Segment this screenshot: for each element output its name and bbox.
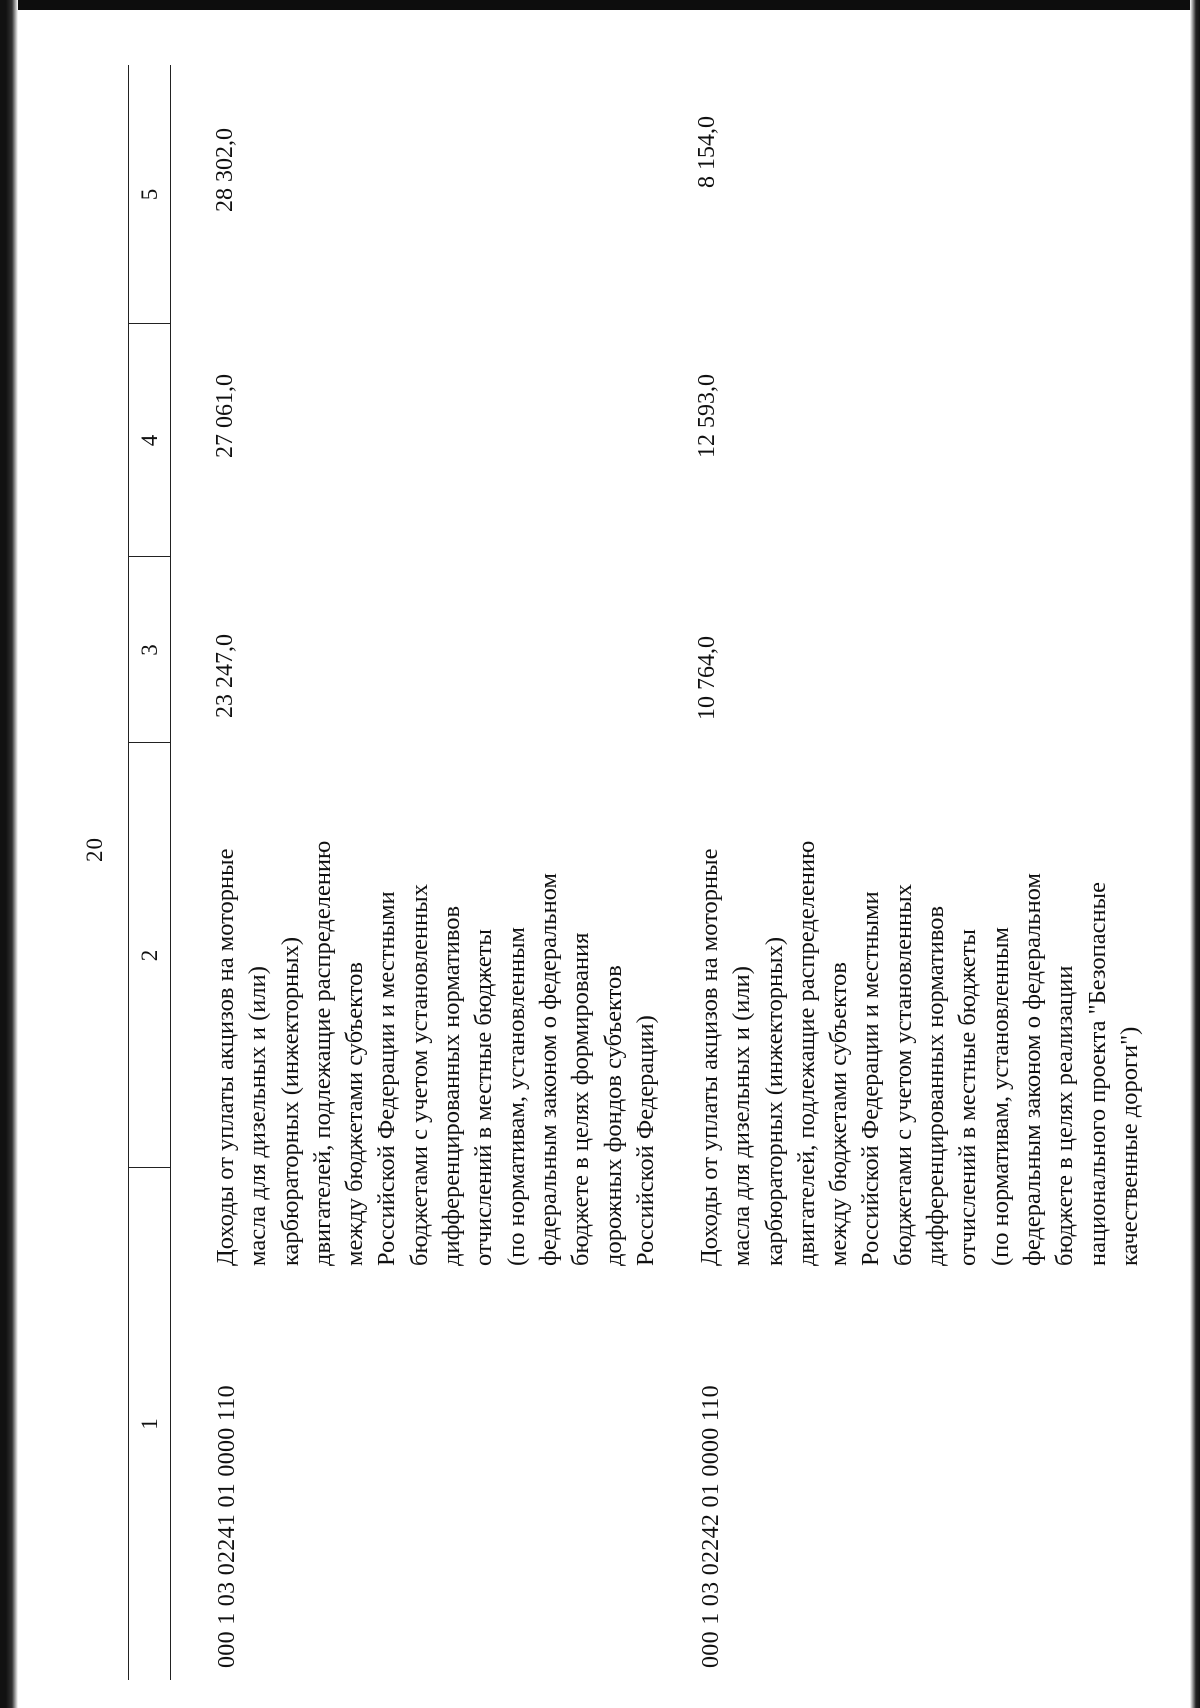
row-2-code: 000 1 03 02242 01 0000 110	[698, 1385, 724, 1668]
row-1-col4-value: 27 061,0	[212, 374, 238, 458]
column-header-2: 2	[137, 949, 162, 962]
page-number: 20	[82, 837, 107, 862]
column-header-5: 5	[137, 188, 162, 201]
row-2-col4-value: 12 593,0	[694, 374, 720, 458]
row-2-col3-value: 10 764,0	[694, 636, 720, 720]
column-header-4: 4	[137, 434, 162, 447]
row-2-col5-value: 8 154,0	[694, 116, 720, 188]
row-2-description: Доходы от уплаты акцизов на моторные масла для дизельных и (или) карбюраторных (инжекторных) двигателей, подлежащие распределению между бюджетами субъектов Российской Федерации и местными бюджетами с учетом установленных дифференцированных нормативов отчислений в местные бюджеты (по нормативам, установленным федеральным законом о федеральном бюджете в целях реализации национального проекта "Безопасные качественные дороги")	[696, 840, 1143, 1266]
header-bottom-rule	[170, 65, 171, 1680]
column-header-1: 1	[137, 1418, 162, 1430]
column-header-3: 3	[137, 644, 162, 656]
row-1-col3-value: 23 247,0	[212, 634, 238, 718]
row-1-description: Доходы от уплаты акцизов на моторные масла для дизельных и (или) карбюраторных (инжекторных) двигателей, подлежащие распределению между бюджетами субъектов Российской Федерации и местными бюджетами с учетом установленных дифференцированных нормативов отчислений в местные бюджеты (по нормативам, установленным федеральным законом о федеральном бюджете в целях формирования дорожных фондов субъектов Российской Федерации)	[212, 840, 659, 1266]
row-1-code: 000 1 03 02241 01 0000 110	[214, 1385, 240, 1668]
header-top-rule	[128, 65, 129, 1680]
row-1-col5-value: 28 302,0	[212, 128, 238, 212]
